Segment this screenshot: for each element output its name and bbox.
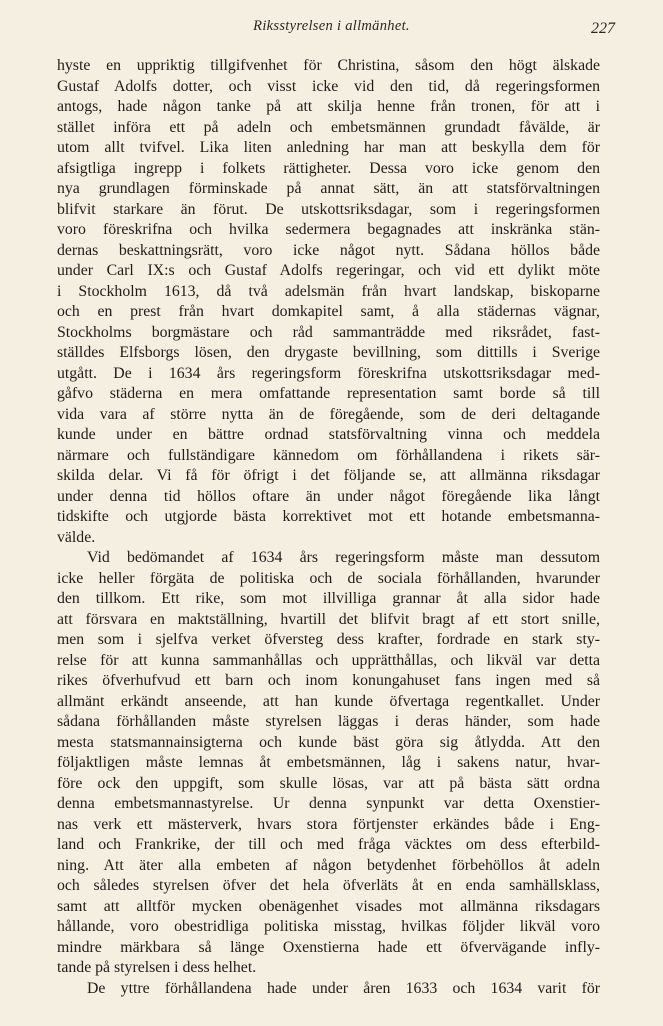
paragraph [57, 548, 600, 979]
running-title: Riksstyrelsen i allmänhet. [253, 18, 410, 34]
text-line: De yttre förhållandena hade under åren 1633 och 1634 varit för [87, 979, 600, 997]
text-line: stället införa ett på adeln och embetsmännen grundadt fåvälde, är [57, 118, 600, 136]
text-line: före ock den uppgift, som skulle lösas, var att på bästa sätt ordna [57, 774, 600, 792]
text-line: icke heller förgäta de politiska och de sociala förhållanden, hvarunder [57, 569, 600, 587]
text-line: välde. [57, 528, 96, 546]
text-line: följaktligen måste lemnas åt embetsmännen, låg i sakens natur, hvar- [57, 754, 600, 771]
text-line: land och Frankrike, der till och med fråga väcktes om dess efterbild- [57, 836, 600, 853]
text-line: Gustaf Adolfs dotter, och visst icke vid den tid, då regeringsformen [57, 77, 600, 95]
text-line: Vid bedömandet af 1634 års regeringsform måste man dessutom [87, 549, 600, 566]
text-line: ning. Att äter alla embeten af någon betydenhet förbehöllos åt adeln [57, 856, 600, 874]
text-line: hållande, voro obestridliga politiska misstag, hvilkas följder likväl voro [57, 918, 600, 935]
text-line: den tillkom. Ett rike, som mot illvilliga grannar åt alla sidor hade [57, 590, 600, 607]
running-head [0, 18, 663, 42]
body-text [57, 56, 600, 999]
text-line: afsigtliga ingrepp i folkets rättigheter. Dessa voro icke genom den [57, 159, 600, 177]
text-line: vida vara af större nytta än de föregående, som de deri deltagande [57, 405, 600, 423]
text-line: sådana förhållanden måste styrelsen läggas i deras händer, som hade [57, 713, 600, 730]
paragraph [57, 979, 600, 1000]
text-line: under denna tid höllos oftare än under något föregående lika långt [57, 487, 600, 505]
text-line: denna embetsmannastyrelse. Ur denna synpunkt var detta Oxenstier- [57, 795, 600, 812]
text-line: att försvara en maktställning, hvartill det blifvit bragt af ett stort snille, [57, 610, 600, 628]
text-line: voro föreskrifna och hvilka sedermera begagnades att inskränka stän- [57, 221, 600, 238]
text-line: nas verk ett mästerverk, hvars stora förtjenster erkändes både i Eng- [57, 815, 600, 833]
text-line: relse för att kunna sammanhållas och upprätthållas, och likväl var detta [57, 651, 600, 669]
paragraph [57, 56, 600, 548]
text-line: antogs, hade någon tanke på att skilja henne från tronen, för att i [57, 98, 600, 115]
text-line: utom allt tvifvel. Lika liten anledning har man att beskylla dem för [57, 139, 600, 156]
text-line: mindre märkbara så länge Oxenstierna hade ett öfvervägande infly- [57, 938, 600, 956]
text-line: hyste en uppriktig tillgifvenhet för Christina, såsom den högt älskade [57, 57, 600, 74]
text-line: under Carl IX:s och Gustaf Adolfs regeringar, och vid ett dylikt möte [57, 262, 600, 279]
page-number: 227 [591, 20, 615, 37]
text-line: gåfvo städerna en mera omfattande representation samt borde så till [57, 385, 600, 402]
text-line: Stockholms borgmästare och råd sammanträdde med riksrådet, fast- [57, 323, 600, 341]
text-line: allmänt erkändt anseende, att han kunde öfvertaga regentkallet. Under [57, 692, 600, 710]
text-line: samt att alltför mycken obenägenhet visades mot allmänna riksdagars [57, 897, 600, 915]
text-line: blifvit starkare än förut. De utskottsriksdagar, som i regeringsformen [57, 200, 600, 218]
text-line: men som i sjelfva verket öfversteg dess krafter, fordrade en stark sty- [57, 631, 600, 648]
text-line: och således styrelsen öfver det hela öfverläts åt en enda samhällsklass, [57, 877, 600, 894]
text-line: och en prest från hvart domkapitel samt, å alla städernas vägnar, [57, 303, 600, 320]
text-line: i Stockholm 1613, då två adelsmän från hvart landskap, biskoparne [57, 282, 600, 300]
text-line: närmare och fullständigare kännedom om förhållandena i rikets sär- [57, 446, 600, 464]
text-line: skilda delar. Vi få för öfrigt i det följande se, att allmänna riksdagar [57, 467, 600, 484]
text-line: kunde under en bättre ordnad statsförvaltning vinna och meddela [57, 426, 600, 443]
text-line: ställdes Elfsborgs lösen, den drygaste bevillning, som dittills i Sverige [57, 344, 600, 361]
text-line: utgått. De i 1634 års regeringsform föreskrifna utskottsriksdagar med- [57, 364, 600, 382]
text-line: nya grundlagen förminskade på annat sätt, än att statsförvaltningen [57, 180, 600, 197]
text-line: tidskifte och utgjorde bästa korrektivet mot ett hotande embetsmanna- [57, 508, 600, 525]
text-line: tande på styrelsen i dess helhet. [57, 959, 257, 976]
text-line: mesta statsmannainsigterna och kunde bäst göra sig åtlydda. Att den [57, 733, 600, 751]
text-line: dernas beskattningsrätt, voro icke något nytt. Sådana höllos både [57, 241, 600, 259]
text-line: rikes öfverhufvud ett barn och inom konungahuset fans ingen med så [57, 672, 600, 689]
